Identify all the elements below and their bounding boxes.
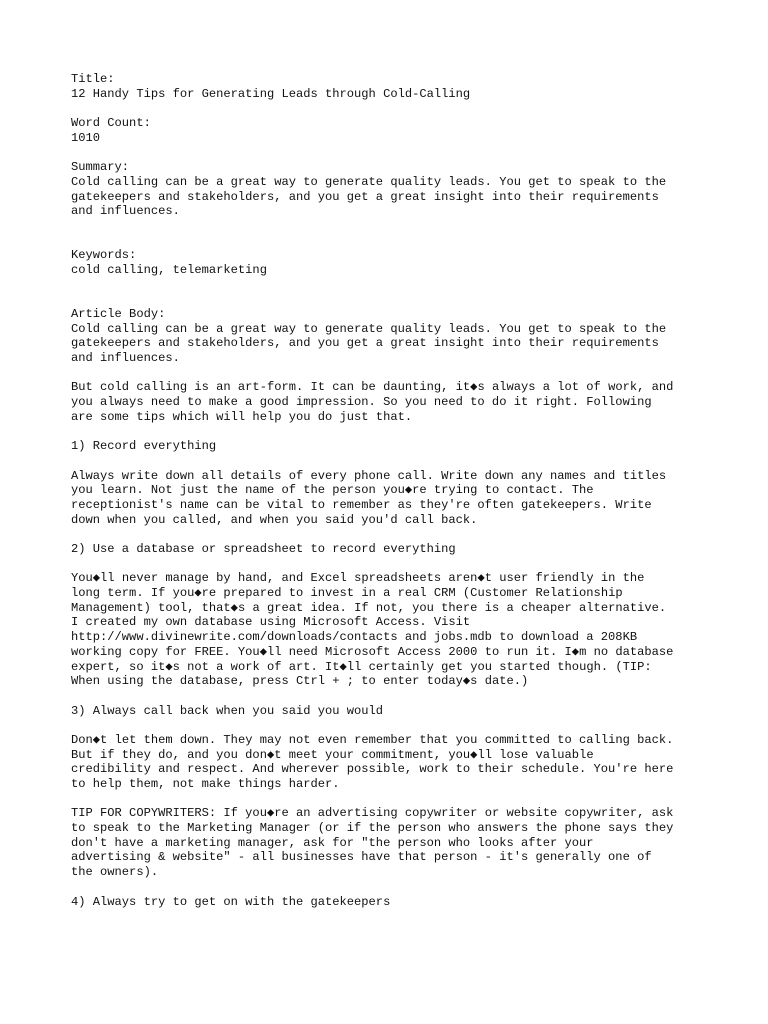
summary-label: Summary: xyxy=(71,160,130,175)
title-label: Title: xyxy=(71,72,115,86)
body-line: expert, so it◆s not a work of art. It◆ll certainly get you started though. (TIP: xyxy=(71,659,652,674)
body-line: But if they do, and you don◆t meet your commitment, you◆ll lose valuable xyxy=(71,747,594,762)
summary-line: gatekeepers and stakeholders, and you get a great insight into their requirements xyxy=(71,189,659,204)
body-line: you always need to make a good impression. So you need to do it right. Following xyxy=(71,395,652,410)
keywords-label: Keywords: xyxy=(71,248,137,263)
body-line: You◆ll never manage by hand, and Excel spreadsheets aren◆t user friendly in the xyxy=(71,571,645,586)
document-page xyxy=(71,72,731,909)
body-line: Don◆t let them down. They may not even remember that you committed to calling back. xyxy=(71,732,674,747)
body-line: are some tips which will help you do just that. xyxy=(71,409,413,424)
body-line: TIP FOR COPYWRITERS: If you◆re an advertising copywriter or website copywriter, ask xyxy=(71,806,674,821)
body-line: But cold calling is an art-form. It can be daunting, it◆s always a lot of work, and xyxy=(71,380,674,395)
body-line: receptionist's name can be vital to remember as they're often gatekeepers. Write xyxy=(71,497,652,512)
summary-line: Cold calling can be a great way to generate quality leads. You get to speak to the xyxy=(71,174,667,189)
body-line: I created my own database using Microsoft Access. Visit xyxy=(71,615,471,630)
summary-line: and influences. xyxy=(71,204,180,219)
body-line: to help them, not make things harder. xyxy=(71,777,340,791)
body-line: When using the database, press Ctrl + ; to enter today◆s date.) xyxy=(71,674,529,689)
body-line: down when you called, and when you said you'd call back. xyxy=(71,512,478,527)
body-line: you learn. Not just the name of the person you◆re trying to contact. The xyxy=(71,483,594,498)
body-line: Management) tool, that◆s a great idea. If not, you there is a cheaper alternative. xyxy=(71,600,667,615)
body-line: don't have a marketing manager, ask for "the person who looks after your xyxy=(71,835,594,850)
tip-heading: 2) Use a database or spreadsheet to record everything xyxy=(71,542,456,556)
body-line: gatekeepers and stakeholders, and you get a great insight into their requirements xyxy=(71,336,659,351)
document-title: 12 Handy Tips for Generating Leads through Cold-Calling xyxy=(71,86,471,101)
tip-heading: 1) Record everything xyxy=(71,439,217,454)
body-line: working copy for FREE. You◆ll need Microsoft Access 2000 to run it. I◆m no database xyxy=(71,644,674,659)
body-line: Always write down all details of every phone call. Write down any names and titles xyxy=(71,468,667,483)
word-count-label: Word Count: xyxy=(71,116,151,131)
body-line: credibility and respect. And wherever possible, work to their schedule. You're here xyxy=(71,762,674,777)
body-line: advertising & website" - all businesses have that person - it's generally one of xyxy=(71,850,652,865)
body-line: Cold calling can be a great way to generate quality leads. You get to speak to the xyxy=(71,321,667,336)
body-line: http://www.divinewrite.com/downloads/contacts and jobs.mdb to download a 208KB xyxy=(71,630,638,645)
body-line: the owners). xyxy=(71,865,159,880)
body-line: long term. If you◆re prepared to invest in a real CRM (Customer Relationship xyxy=(71,586,623,601)
tip-heading: 3) Always call back when you said you would xyxy=(71,703,384,718)
tip-heading: 4) Always try to get on with the gatekeepers xyxy=(71,894,391,909)
word-count-value: 1010 xyxy=(71,130,101,145)
article-body-label: Article Body: xyxy=(71,307,166,321)
keywords-value: cold calling, telemarketing xyxy=(71,262,267,277)
body-line: and influences. xyxy=(71,351,180,366)
body-line: to speak to the Marketing Manager (or if the person who answers the phone says they xyxy=(71,821,674,836)
